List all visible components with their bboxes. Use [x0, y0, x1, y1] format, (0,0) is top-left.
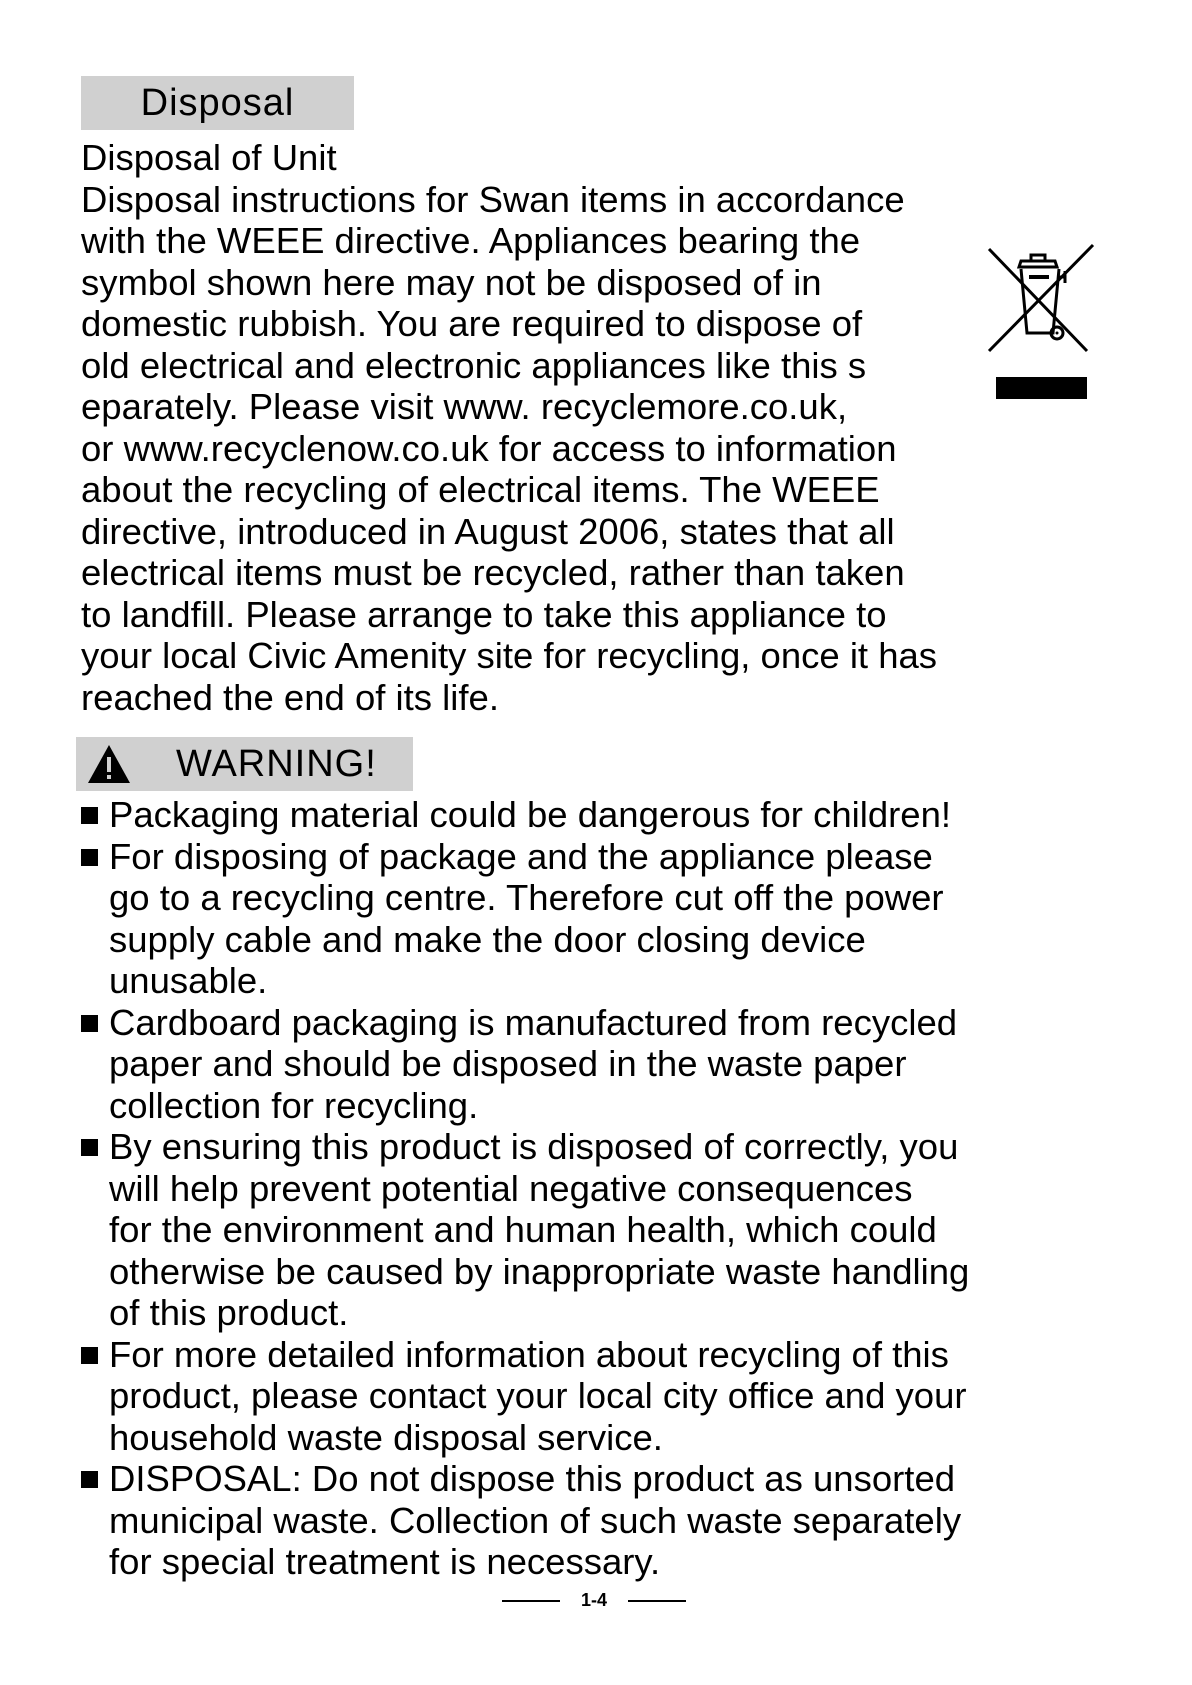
disposal-line: reached the end of its life. — [81, 676, 499, 718]
list-item — [81, 1002, 1121, 1127]
bullet-line: supply cable and make the door closing device — [109, 918, 866, 960]
bullet-line: for the environment and human health, which could — [109, 1209, 937, 1250]
disposal-line: Disposal instructions for Swan items in accordance — [81, 178, 905, 220]
disposal-body-text — [81, 137, 1041, 718]
page-footer — [0, 1589, 1192, 1611]
bullet-line: unusable. — [109, 960, 268, 1001]
disposal-line: electrical items must be recycled, rather than taken — [81, 552, 905, 593]
crossed-out-wheeled-bin-icon — [985, 241, 1097, 403]
bullet-square-icon — [81, 1471, 98, 1488]
bullet-square-icon — [81, 1347, 98, 1364]
bullet-line: go to a recycling centre. Therefore cut off the power — [109, 877, 944, 918]
list-item — [81, 1126, 1121, 1334]
disposal-line: about the recycling of electrical items. The WEEE — [81, 469, 880, 510]
disposal-line: directive, introduced in August 2006, states that all — [81, 510, 895, 552]
bullet-line: Cardboard packaging is manufactured from recycled — [109, 1001, 958, 1043]
disposal-header-label: Disposal — [140, 82, 295, 124]
disposal-line: domestic rubbish. You are required to dispose of — [81, 303, 863, 344]
disposal-line: old electrical and electronic appliances like this s — [81, 344, 867, 386]
bullet-line: DISPOSAL: Do not dispose this product as unsorted — [109, 1458, 956, 1499]
disposal-line: with the WEEE directive. Appliances bearing the — [81, 220, 861, 261]
warning-triangle-icon — [86, 743, 132, 785]
list-item — [81, 1334, 1121, 1459]
bullet-line: Packaging material could be dangerous for children! — [109, 794, 952, 835]
list-item — [81, 836, 1121, 1002]
warning-header-label: WARNING! — [176, 743, 377, 785]
warning-section-header — [76, 737, 413, 791]
bullet-line: product, please contact your local city office and your — [109, 1375, 967, 1416]
bullet-line: For disposing of package and the appliance please — [109, 835, 933, 877]
bullet-line: municipal waste. Collection of such waste separately — [109, 1499, 962, 1541]
footer-rule-right — [628, 1600, 686, 1602]
bullet-line: For more detailed information about recycling of this — [109, 1333, 949, 1375]
bullet-line: household waste disposal service. — [109, 1416, 663, 1458]
disposal-line: eparately. Please visit www. recyclemore.co.uk, — [81, 386, 848, 427]
bullet-square-icon — [81, 1139, 98, 1156]
disposal-section-header — [81, 76, 354, 130]
bullet-square-icon — [81, 807, 98, 824]
bullet-line: collection for recycling. — [109, 1084, 479, 1126]
bullet-line: otherwise be caused by inappropriate waste handling — [109, 1250, 970, 1292]
disposal-line: symbol shown here may not be disposed of in — [81, 261, 822, 303]
disposal-line: Disposal of Unit — [81, 137, 337, 178]
list-item — [81, 794, 1121, 836]
page-number: 1-4 — [580, 1590, 607, 1610]
bullet-square-icon — [81, 1015, 98, 1032]
disposal-line: to landfill. Please arrange to take this appliance to — [81, 593, 887, 635]
list-item — [81, 1458, 1121, 1583]
bullet-line: will help prevent potential negative consequences — [109, 1167, 913, 1209]
bullet-line: of this product. — [109, 1292, 349, 1333]
footer-rule-left — [502, 1600, 560, 1602]
bullet-line: paper and should be disposed in the waste paper — [109, 1043, 907, 1084]
bullet-line: By ensuring this product is disposed of correctly, you — [109, 1126, 959, 1167]
bullet-square-icon — [81, 849, 98, 866]
disposal-line: or www.recyclenow.co.uk for access to information — [81, 427, 897, 469]
warning-bullet-list — [81, 794, 1121, 1583]
bullet-line: for special treatment is necessary. — [109, 1541, 661, 1582]
disposal-line: your local Civic Amenity site for recycling, once it has — [81, 635, 938, 676]
